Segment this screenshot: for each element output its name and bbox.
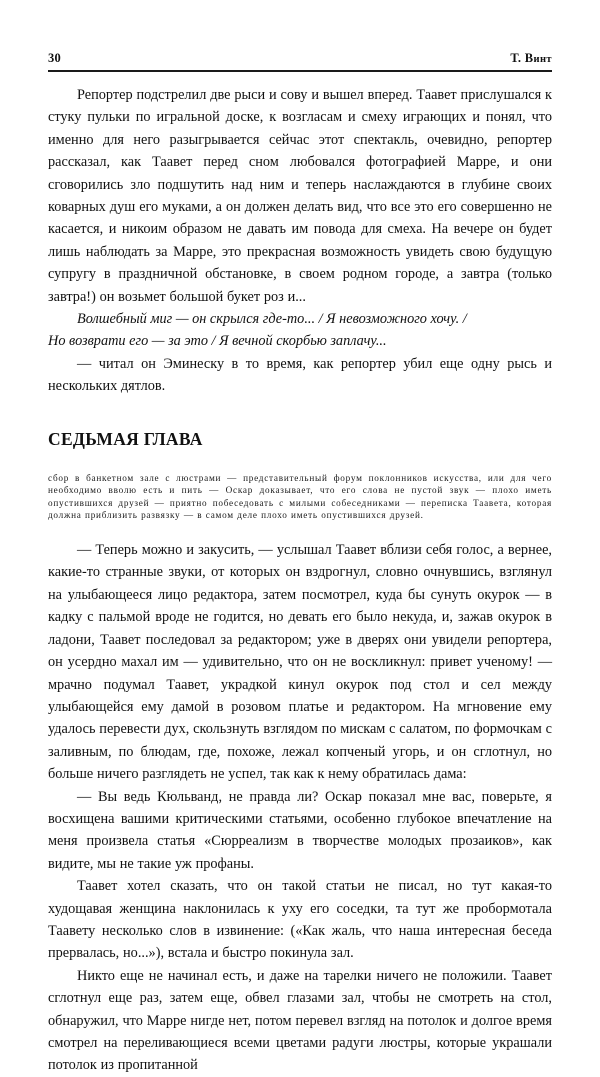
- paragraph: — Теперь можно и закусить, — услышал Таавет вблизи себя голос, а вернее, какие-то странные звуки, от которых он вздрогнул, словно очнувшись, взглянул на улыбающееся лицо редактора, затем посмотрел, куда бы сунуть окурок — в кадку с пальмой вроде не годится, но девать его было некуда, и, зажав окурок в ладони, Таавет последовал за редактором; уже в дверях они увидели репортера, он усердно махал им — удивительно, что он не воскликнул: привет ученому! — мрачно подумал Таавет, украдкой кинул окурок под стол и сел между улыбающейся ему дамой в розовом платье и редактором. На мгновение ему удалось перевести дух, скользнуть взглядом по мискам с салатом, по формочкам с заливным, по блюдам, где, похоже, лежал копченый угорь, и он сглотнул, но больше ничего разглядеть не успел, так как к нему обратилась дама:: [48, 542, 552, 783]
- verse-line: Но возврати его — за это / Я вечной скорбью заплачу...: [48, 333, 387, 350]
- paragraph: Репортер подстрелил две рыси и сову и вышел вперед. Таавет прислушался к стуку пульки по игральной доске, к возгласам и смеху играющих и понял, что именно для него разыгрывается сейчас этот спектакль, очевидно, репортер рассказал, как Таавет перед сном любовался фотографией Марре, и они сговорились зло подшутить над ним и теперь наслаждаются в глубине своих коварных душ его муками, а он должен делать вид, что все это его совершенно не касается, и никоим образом не давать им повода для смеха. На вечере он будет лишь наблюдать за Марре, это прекрасная возможность увидеть свою будущую супругу в праздничной обстановке, в своем родном городе, а завтра (только завтра!) он возьмет большой букет роз и...: [48, 87, 552, 305]
- paragraph: — Вы ведь Кюльванд, не правда ли? Оскар показал мне вас, поверьте, я восхищена вашими критическими статьями, особенно глубокое впечатление на меня произвела статья «Сюрреализм в творчестве молодых прозаиков», как видите, мы не такие уж профаны.: [48, 788, 552, 872]
- paragraph: — читал он Эминеску в то время, как репортер убил еще одну рысь и нескольких дятлов.: [48, 355, 552, 395]
- spacer: [48, 398, 552, 428]
- header-rule: [48, 70, 552, 72]
- paragraph: Таавет хотел сказать, что он такой статьи не писал, но тут какая-то худощавая женщина наклонилась к уху его соседки, та тут же пробормотала Таавету несколько слов в извинение: («Как жаль, что наша интересная беседа прервалась, но...»), встала и быстро покинула зал.: [48, 878, 552, 962]
- running-head: [48, 50, 552, 72]
- text-column: [48, 84, 552, 1077]
- spacer: [48, 450, 552, 472]
- verse-line: Волшебный миг — он скрылся где-то... / Я невозможного хочу. /: [77, 311, 467, 328]
- chapter-heading: СЕДЬМАЯ ГЛАВА: [48, 428, 203, 449]
- paragraph: Никто еще не начинал есть, и даже на тарелки ничего не положили. Таавет сглотнул еще раз, затем еще, обвел глазами зал, чтобы не смотреть на стол, обнаружил, что Марре нигде нет, потом перевел взгляд на потолок и долгое время смотрел на переливающиеся всеми цветами радуги люстры, которые украшали потолок из пропитанной: [48, 967, 552, 1074]
- author-surname-rest: инт: [533, 54, 552, 65]
- spacer: [48, 522, 552, 539]
- author-surname-capital: В: [524, 51, 534, 65]
- chapter-summary: сбор в банкетном зале с люстрами — представительный форум поклонников искусства, или для чего необходимо вволю есть и пить — Оскар доказывает, что его слова не пустой звук — плохо иметь опустившихся друзей — приятно побеседовать с милыми собеседниками — переписка Таавета, которая должна приблизить развязку — в самом деле плохо иметь опустившихся друзей.: [48, 472, 552, 521]
- running-head-author: [510, 50, 552, 68]
- page-number: 30: [48, 51, 61, 65]
- author-initial: Т.: [510, 51, 522, 65]
